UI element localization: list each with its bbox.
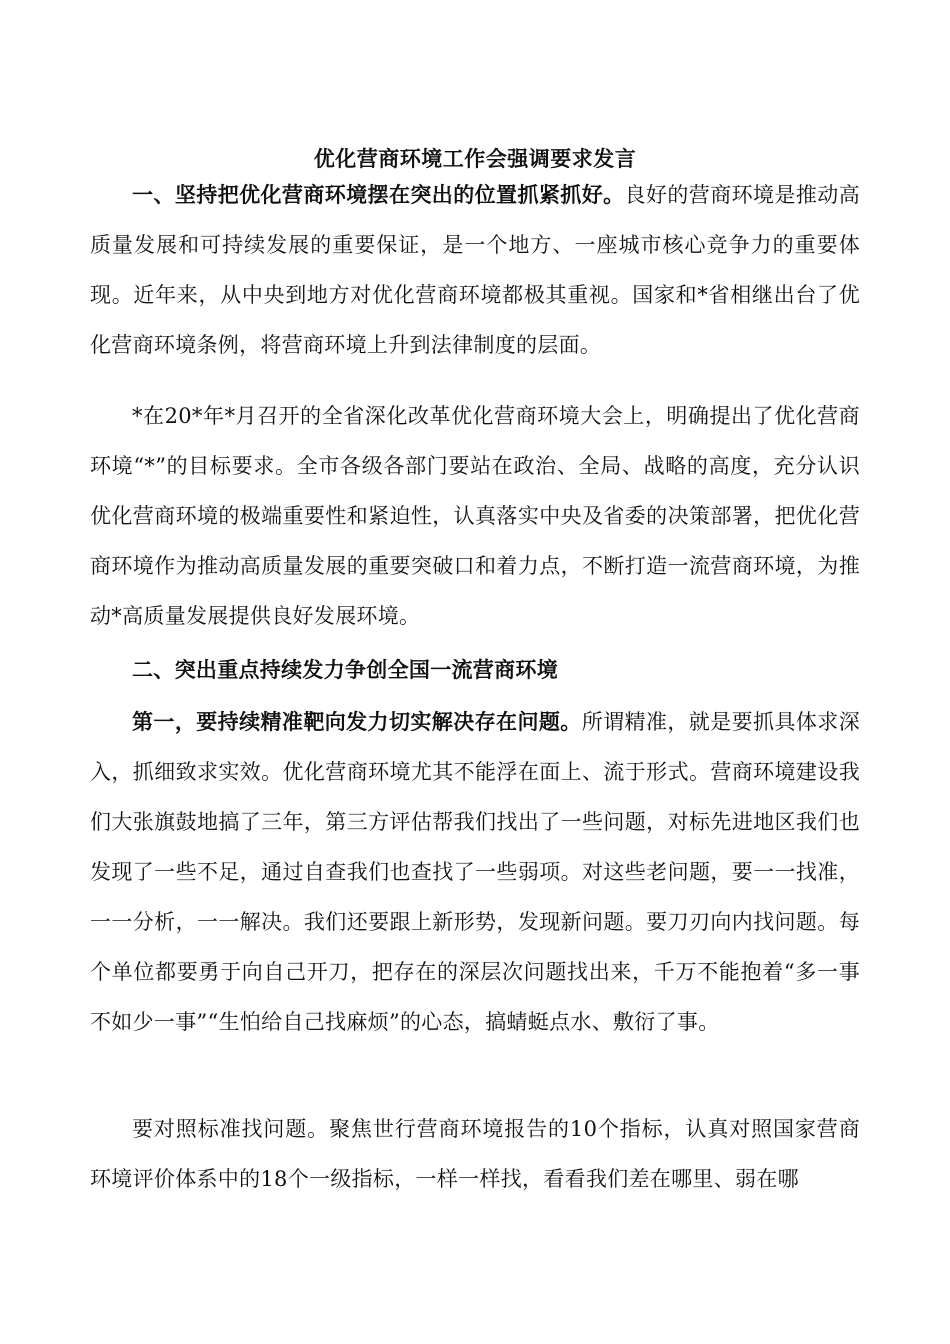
section-1-text: 良好的营商环境是推动高质量发展和可持续发展的重要保证，是一个地方、一座城市核心竞争力的重要体现。近年来，从中央到地方对优化营商环境都极其重视。国家和*省相继出台了优化营商环境条例，将营商环境上升到法律制度的层面。 (90, 183, 860, 357)
last-paragraph: 要对照标准找问题。聚焦世行营商环境报告的10个指标，认真对照国家营商环境评价体系中的18个一级指标，一样一样找，看看我们差在哪里、弱在哪 (90, 1117, 860, 1191)
paragraph-2: *在20*年*月召开的全省深化改革优化营商环境大会上，明确提出了优化营商环境“*”的目标要求。全市各级各部门要站在政治、全局、战略的高度，充分认识优化营商环境的极端重要性和紧迫性，认真落实中央及省委的决策部署，把优化营商环境作为推动高质量发展的重要突破口和着力点，不断打造一流营商环境，为推动*高质量发展提供良好发展环境。 (90, 404, 860, 628)
section-1-heading: 一、坚持把优化营商环境摆在突出的位置抓紧抓好。 (132, 182, 625, 207)
point-1-text: 所谓精准，就是要抓具体求深入，抓细致求实效。优化营商环境尤其不能浮在面上、流于形式。营商环境建设我们大张旗鼓地搞了三年，第三方评估帮我们找出了一些问题，对标先进地区我们也发现了一些不足，通过自查我们也查找了一些弱项。对这些老问题，要一一找准，一一分析，一一解决。我们还要跟上新形势，发现新问题。要刀刃向内找问题。每个单位都要勇于向自己开刀，把存在的深层次问题找出来，千万不能抱着“多一事不如少一事”“生怕给自己找麻烦”的心态，搞蜻蜓点水、敷衍了事。 (90, 710, 860, 1034)
section-1-paragraph (90, 170, 860, 370)
point-1-heading: 第一，要持续精准靶向发力切实解决存在问题。 (132, 709, 582, 734)
section-2-heading: 二、突出重点持续发力争创全国一流营商环境 (132, 657, 558, 682)
point-1-paragraph (90, 697, 860, 1047)
document-title: 优化营商环境工作会强调要求发言 (313, 146, 637, 171)
